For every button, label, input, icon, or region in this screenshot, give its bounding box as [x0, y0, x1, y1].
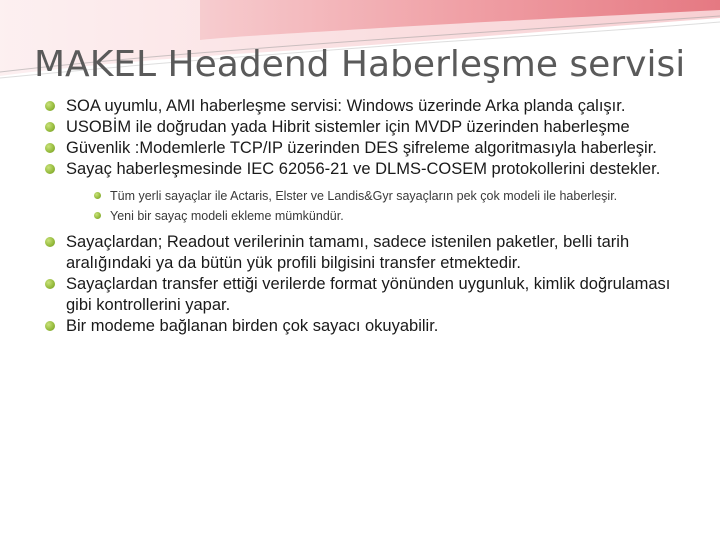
bullet-dot-icon — [45, 237, 55, 247]
list-item — [42, 159, 682, 224]
sub-bullet-text: Tüm yerli sayaçlar ile Actaris, Elster ve Landis&Gyr sayaçların pek çok modeli ile haberleşir. — [110, 189, 618, 203]
bullet-text: Güvenlik :Modemlerle TCP/IP üzerinden DES şifreleme algoritmasıyla haberleşir. — [66, 139, 657, 157]
sub-bullet-list — [92, 188, 682, 224]
list-item — [42, 274, 682, 316]
bullet-text: Bir modeme bağlanan birden çok sayacı okuyabilir. — [66, 317, 439, 335]
sub-bullet-dot-icon — [94, 192, 101, 199]
bullet-dot-icon — [45, 101, 55, 111]
bullet-text: Sayaçlardan; Readout verilerinin tamamı, sadece istenilen paketler, belli tarih aralığındaki ya da bütün yük profili bilgisini transfer etmektedir. — [66, 233, 630, 272]
list-item — [42, 117, 682, 138]
sub-list-item — [92, 208, 682, 224]
bullet-dot-icon — [45, 279, 55, 289]
bullet-text: Sayaç haberleşmesinde IEC 62056-21 ve DLMS-COSEM protokollerini destekler. — [66, 160, 661, 178]
page-title: MAKEL Headend Haberleşme servisi — [34, 44, 686, 85]
content-body — [42, 96, 682, 337]
sub-bullet-dot-icon — [94, 212, 101, 219]
sub-bullet-text: Yeni bir sayaç modeli ekleme mümkündür. — [110, 209, 344, 223]
bullet-text: Sayaçlardan transfer ettiği verilerde format yönünden uygunluk, kimlik doğrulaması gibi kontrollerini yapar. — [66, 275, 671, 314]
bullet-dot-icon — [45, 122, 55, 132]
bullet-dot-icon — [45, 321, 55, 331]
bullet-list — [42, 96, 682, 337]
list-item — [42, 138, 682, 159]
bullet-text: USOBİM ile doğrudan yada Hibrit sistemler için MVDP üzerinden haberleşme — [66, 118, 630, 136]
bullet-dot-icon — [45, 143, 55, 153]
sub-list-item — [92, 188, 682, 204]
list-item — [42, 232, 682, 274]
bullet-text: SOA uyumlu, AMI haberleşme servisi: Windows üzerinde Arka planda çalışır. — [66, 97, 626, 115]
bullet-dot-icon — [45, 164, 55, 174]
list-item — [42, 96, 682, 117]
list-item — [42, 316, 682, 337]
